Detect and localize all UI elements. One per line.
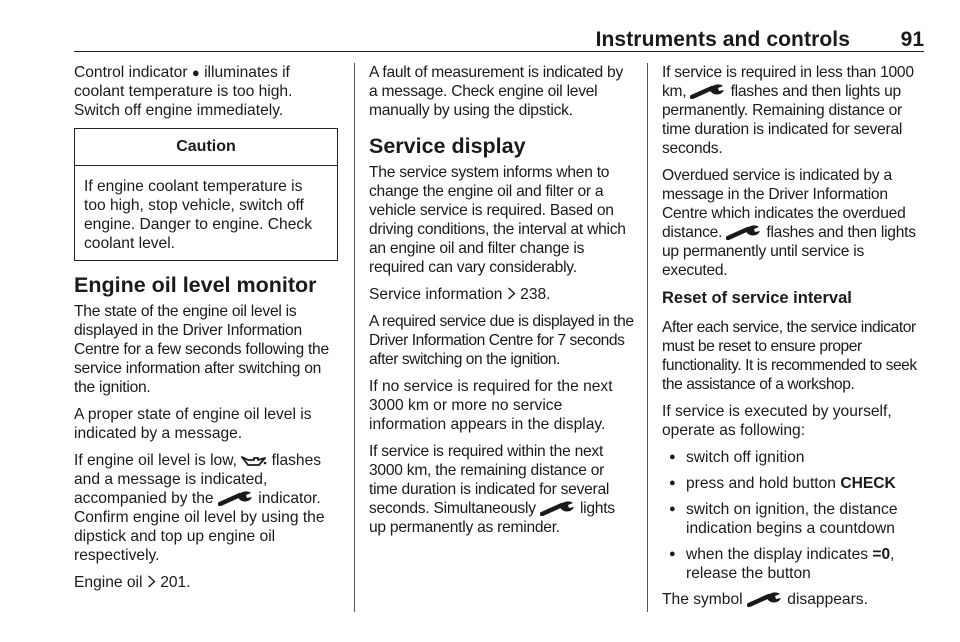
service-paragraph-1: The service system informs when to change the engine oil and filter or a vehicle service is required. Based on driving conditions, the interval at which an engine oil and filter change is required can vary considerably. xyxy=(369,164,626,276)
oil-ref-text: Engine oil xyxy=(74,574,143,591)
wrench-icon xyxy=(690,83,726,99)
service-soon-text-b: flashes and then lights up permanently. Remaining distance or time duration is indicated for several seconds. xyxy=(662,83,903,157)
step-3-text: switch on ignition, the distance indication begins a countdown xyxy=(686,501,898,537)
wrench-icon xyxy=(747,591,783,607)
column-3 xyxy=(662,63,928,617)
service-ref-text: Service information xyxy=(369,286,503,303)
column-1 xyxy=(74,63,338,600)
reset-paragraph-2: If service is executed by yourself, operate as following: xyxy=(662,403,892,439)
display-zero-label: =0 xyxy=(872,546,891,563)
oil-paragraph-2: A proper state of engine oil level is indicated by a message. xyxy=(74,406,312,442)
service-reference xyxy=(369,285,635,304)
symbol-text-a: The symbol xyxy=(662,591,743,608)
coolant-text-a: Control indicator xyxy=(74,64,188,81)
coolant-text-b: illuminates if coolant temperature is too high. Switch off engine immediately. xyxy=(74,64,293,119)
header-rule xyxy=(74,51,924,52)
service-text-a: If service is required within the next 3000 km, the remaining distance or time duration is indicated for several seconds. Simultaneously xyxy=(369,443,610,517)
oil-reference xyxy=(74,573,338,592)
page-reference-arrow-icon xyxy=(147,575,156,588)
caution-box xyxy=(74,128,338,261)
step-4-text-a: when the display indicates xyxy=(686,546,869,563)
oil-text-c: indicator. Confirm engine oil level by using the dipstick and top up engine oil respectively. xyxy=(74,490,325,564)
list-item xyxy=(662,545,928,583)
page-reference-arrow-icon xyxy=(507,287,516,300)
list-item xyxy=(662,474,928,493)
service-paragraph-3: If no service is required for the next 3000 km or more no service information appears in the display. xyxy=(369,378,613,433)
wrench-icon xyxy=(218,490,254,506)
reset-paragraph-1: After each service, the service indicator must be reset to ensure proper functionality. It is recommended to seek the assistance of a workshop. xyxy=(662,319,917,393)
wrench-icon xyxy=(726,224,762,240)
list-item xyxy=(662,500,928,538)
service-soon-paragraph xyxy=(662,63,928,158)
check-button-label: CHECK xyxy=(840,475,896,492)
coolant-paragraph xyxy=(74,63,338,120)
service-soon-text-a: If service is required in less than 1000 km, xyxy=(662,64,914,100)
service-paragraph-2: A required service due is displayed in the Driver Information Centre for 7 seconds after switching on the ignition. xyxy=(369,313,634,368)
page-header-title: Instruments and controls xyxy=(595,28,850,51)
overdue-text-b: flashes and then lights up permanently until service is executed. xyxy=(662,224,916,279)
list-item xyxy=(662,448,928,467)
filled-circle-icon: ● xyxy=(191,65,200,80)
column-divider-2 xyxy=(647,63,648,612)
reset-steps-list xyxy=(662,448,928,583)
wrench-icon xyxy=(540,500,576,516)
caution-title: Caution xyxy=(75,129,337,166)
overdue-text-a: Overdued service is indicated by a message in the Driver Information Centre which indicates the overdued distance. xyxy=(662,167,906,241)
oil-paragraph-3 xyxy=(74,451,338,565)
service-paragraph-4 xyxy=(369,442,635,537)
caution-body xyxy=(75,166,337,260)
step-2-text: press and hold button xyxy=(686,475,836,492)
step-1-text: switch off ignition xyxy=(686,449,805,466)
column-divider-1 xyxy=(354,63,355,612)
oil-can-icon xyxy=(241,454,267,468)
service-ref-page: 238. xyxy=(520,286,551,303)
overdue-paragraph xyxy=(662,166,928,280)
measurement-fault-paragraph: A fault of measurement is indicated by a message. Check engine oil level manually by using the dipstick. xyxy=(369,64,624,119)
oil-text-a: If engine oil level is low, xyxy=(74,452,237,469)
step-4-text-b: , release the button xyxy=(686,546,895,582)
symbol-disappears-paragraph xyxy=(662,590,928,609)
caution-text: If engine coolant temperature is too high, stop vehicle, switch off engine. Danger to engine. Check coolant level. xyxy=(84,178,312,252)
heading-oil-monitor: Engine oil level monitor xyxy=(74,273,317,297)
oil-ref-page: 201. xyxy=(160,574,191,591)
column-2 xyxy=(369,63,635,545)
heading-reset-service: Reset of service interval xyxy=(662,289,852,307)
page-number: 91 xyxy=(900,28,924,51)
oil-text-b: flashes and a message is indicated, accompanied by the xyxy=(74,452,322,507)
oil-paragraph-1: The state of the engine oil level is displayed in the Driver Information Centre for a few seconds following the service information after switching on the ignition. xyxy=(74,303,329,396)
service-text-b: lights up permanently as reminder. xyxy=(369,500,615,536)
heading-service-display: Service display xyxy=(369,134,526,158)
symbol-text-b: disappears. xyxy=(787,591,868,608)
